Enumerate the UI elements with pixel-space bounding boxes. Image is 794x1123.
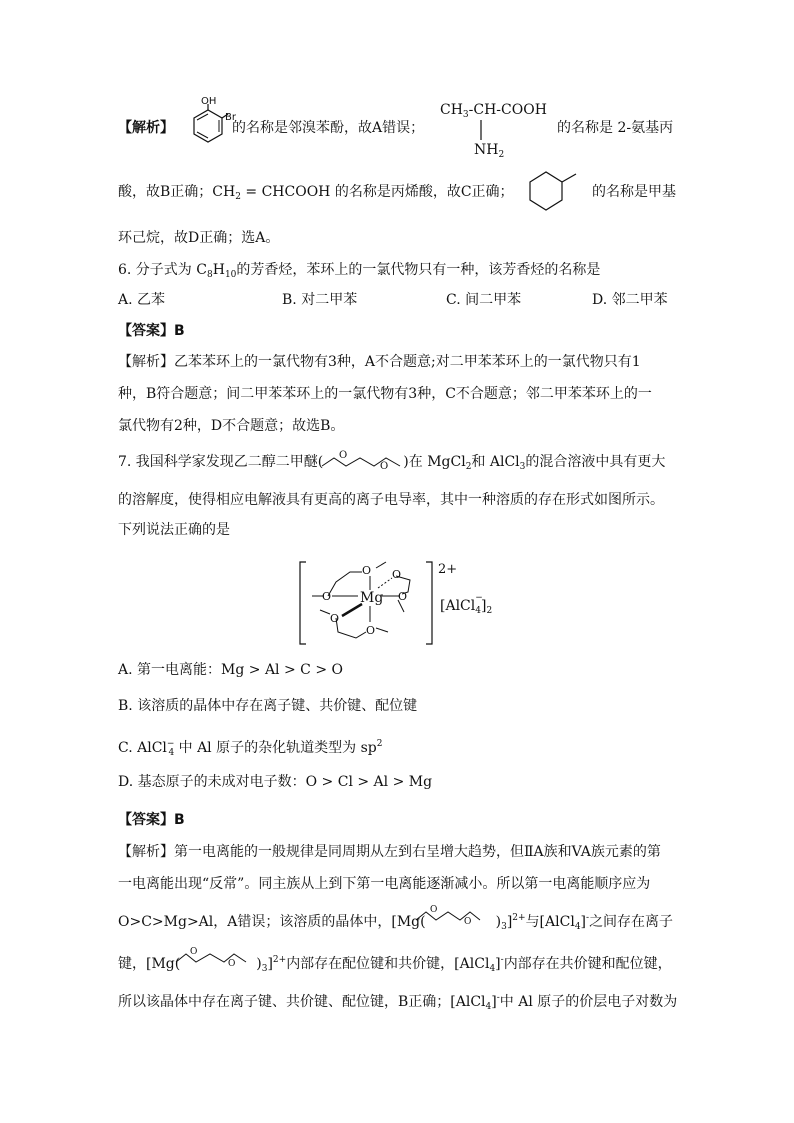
methylcyclohexane-structure [522,164,588,218]
analysis-1-text-c: 的名称是甲基 [592,184,676,200]
analysis-1-text-a: 的名称是邻溴苯酚，故A错误； [232,120,425,136]
svg-text:O: O [330,612,340,625]
q7-analysis-1: 【解析】第一电离能的一般规律是同周期从左到右呈增大趋势，但ⅡA族和VA族元素的第 [118,844,661,860]
oh-label: OH [201,96,217,107]
mg-center-label: Mg [360,590,384,606]
dme-inline-2 [174,944,250,968]
analysis-line-1: 【解析】 [118,120,174,136]
q6-option-c: C. 间二甲苯 [446,292,522,308]
q7-option-d: D. 基态原子的未成对电子数：O > Cl > Al > Mg [118,774,433,790]
counter-ion: [AlCl − $_4]_2$ [440,593,493,616]
q7-stem-3: 下列说法正确的是 [118,522,230,538]
q7-analysis-2: 一电离能出现“反常”。同主族从上到下第一电离能逐渐减小。所以第一电离能顺序应为 [118,876,651,892]
q7-analysis-5: 所以该晶体中存在离子键、共价键、配位键，B正确；[AlCl$_4$]-中 Al 原子的价层电子对数为 [118,993,678,1012]
q6-option-b: B. 对二甲苯 [282,292,358,308]
q6-option-a: A. 乙苯 [118,292,166,308]
q7-answer: 【答案】B [118,812,185,828]
q7-option-c: C. AlCl−$_4$ 中 Al 原子的杂化轨道类型为 $sp^2$ [118,739,383,758]
q7-option-b: B. 该溶质的晶体中存在离子键、共价键、配位键 [118,698,418,714]
svg-text:O: O [322,590,332,603]
dme-inline-1 [414,902,484,926]
svg-text:O: O [430,905,438,915]
svg-text:O: O [392,568,402,581]
analysis-line-3: 环己烷，故D正确；选A。 [118,230,280,246]
q7-stem-2: 的溶解度，使得相应电解液具有更高的离子电导率，其中一种溶质的存在形式如图所示。 [118,492,664,508]
charge-label: 2+ [438,562,458,577]
alanine-top: $CH_3-CH$-COOH [440,102,547,120]
analysis-line-2: 酸，故B正确；$CH_2$ = CHCOOH 的名称是丙烯酸，故C正确； [118,184,514,202]
q6-analysis-3: 氯代物有2种，D不合题意；故选B。 [118,418,345,434]
svg-text:O: O [228,959,236,968]
svg-text:O: O [339,450,348,461]
svg-text:O: O [190,947,198,957]
q6-option-d: D. 邻二甲苯 [592,292,668,308]
br-label: Br [225,112,236,123]
q7-analysis-4: 键，[Mg( )$_3]^{2+}$内部存在配位键和共价键，[AlCl$_4$]-内部存在共价键和配位键， [118,955,672,974]
analysis-1-text-b: 的名称是 2-氨基丙 [557,120,674,136]
alanine-nh2: $NH_2$ [474,142,505,160]
q7-analysis-3: O>C>Mg>Al，A错误；该溶质的晶体中，[Mg( )$_3]^{2+}$与[AlCl$_4$]-之间存在离子 [118,913,674,932]
alanine-bond [478,120,484,140]
svg-text:O: O [366,624,376,637]
svg-text:O: O [362,564,372,577]
q7-option-a: A. 第一电离能：Mg > Al > C > O [118,662,343,678]
q6-answer: 【答案】B [118,323,185,339]
svg-text:O: O [380,461,389,472]
q6-analysis-1: 【解析】乙苯苯环上的一氯代物有3种，A不合题意;对二甲苯苯环上的一氯代物只有1 [118,354,641,370]
q6-stem: 6. 分子式为 $C_8H_{10}$的芳香烃，苯环上的一氯代物只有一种，该芳香烃的名称是 [118,262,601,280]
svg-text:O: O [398,590,408,603]
q7-stem-1: 7. 我国科学家发现乙二醇二甲醚( )在 MgCl$_2$和 AlCl$_3$的混合溶液中具有更大 [118,454,666,472]
q6-analysis-2: 种，B符合题意；间二甲苯苯环上的一氯代物有3种，C不合题意；邻二甲苯苯环上的一 [118,386,652,402]
svg-text:O: O [464,917,472,926]
dme-structure [320,446,410,472]
